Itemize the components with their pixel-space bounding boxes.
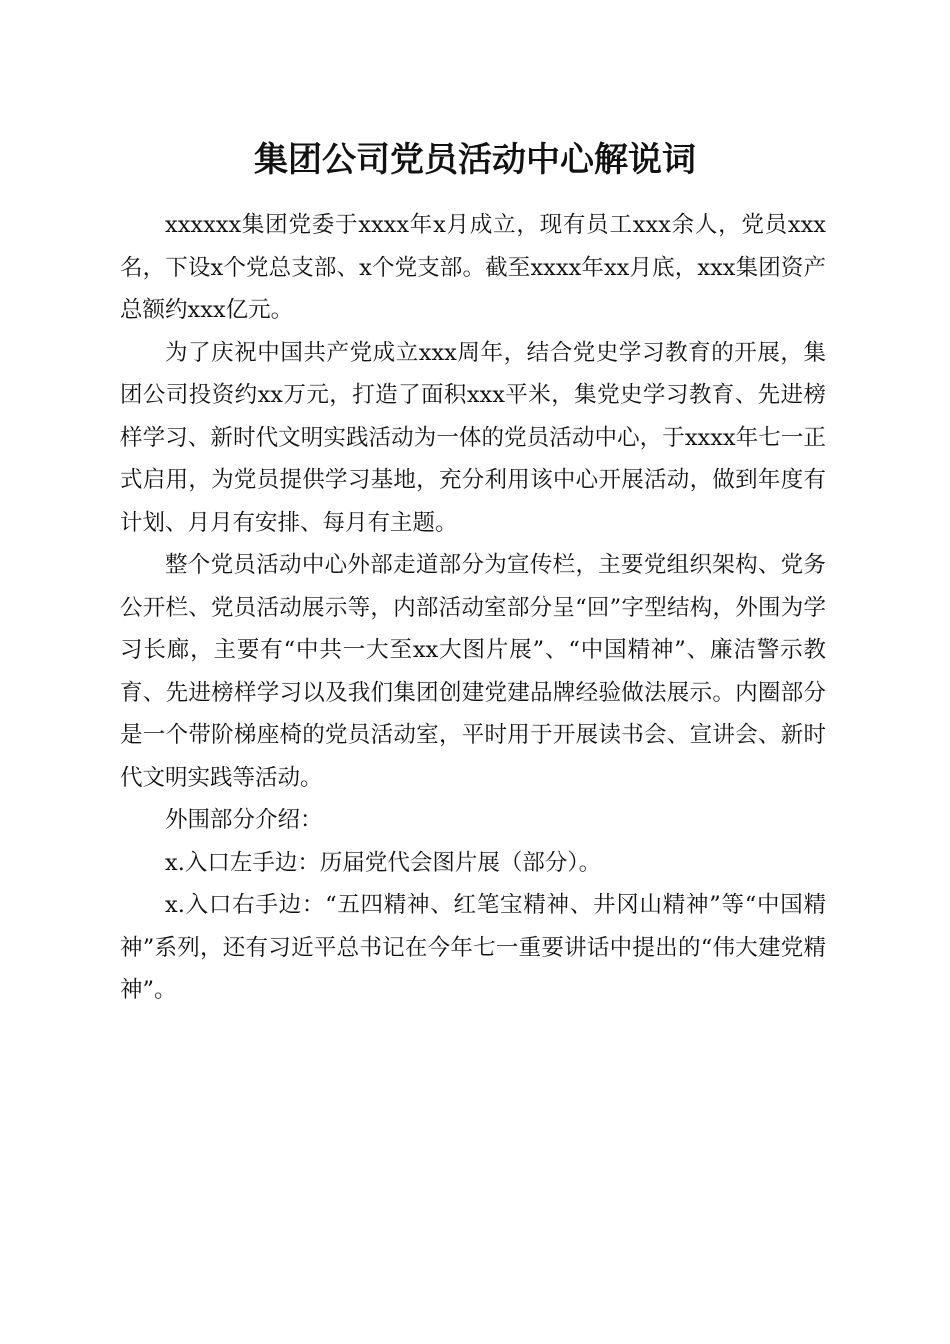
paragraph-entrance-left: x.入口左手边：历届党代会图片展（部分）。: [165, 849, 602, 876]
document-body: [120, 204, 826, 1012]
paragraph-outer-intro: 外围部分介绍：: [165, 807, 323, 833]
paragraph-entrance-right: x.入口右手边：“五四精神、红笔宝精神、井冈山精神”等“中国精神”系列，还有习近平总书记在今年七一重要讲话中提出的“伟大建党精神”。: [120, 892, 826, 1003]
paragraph-construction: 为了庆祝中国共产党成立xxx周年，结合党史学习教育的开展，集团公司投资约xx万元，打造了面积xxx平米，集党史学习教育、先进榜样学习、新时代文明实践活动为一体的党员活动中心，于xxxx年七一正式启用，为党员提供学习基地，充分利用该中心开展活动，做到年度有计划、月月有安排、每月有主题。: [120, 339, 826, 536]
document-title: 集团公司党员活动中心解说词: [254, 140, 696, 180]
paragraph-overview: xxxxxx集团党委于xxxx年x月成立，现有员工xxx余人，党员xxx名，下设x个党总支部、x个党支部。截至xxxx年xx月底，xxx集团资产总额约xxx亿元。: [120, 212, 826, 323]
paragraph-layout: 整个党员活动中心外部走道部分为宣传栏，主要党组织架构、党务公开栏、党员活动展示等，内部活动室部分呈“回”字型结构，外围为学习长廊，主要有“中共一大至xx大图片展”、“中国精神”、廉洁警示教育、先进榜样学习以及我们集团创建党建品牌经验做法展示。内圈部分是一个带阶梯座椅的党员活动室，平时用于开展读书会、宣讲会、新时代文明实践等活动。: [120, 552, 826, 791]
